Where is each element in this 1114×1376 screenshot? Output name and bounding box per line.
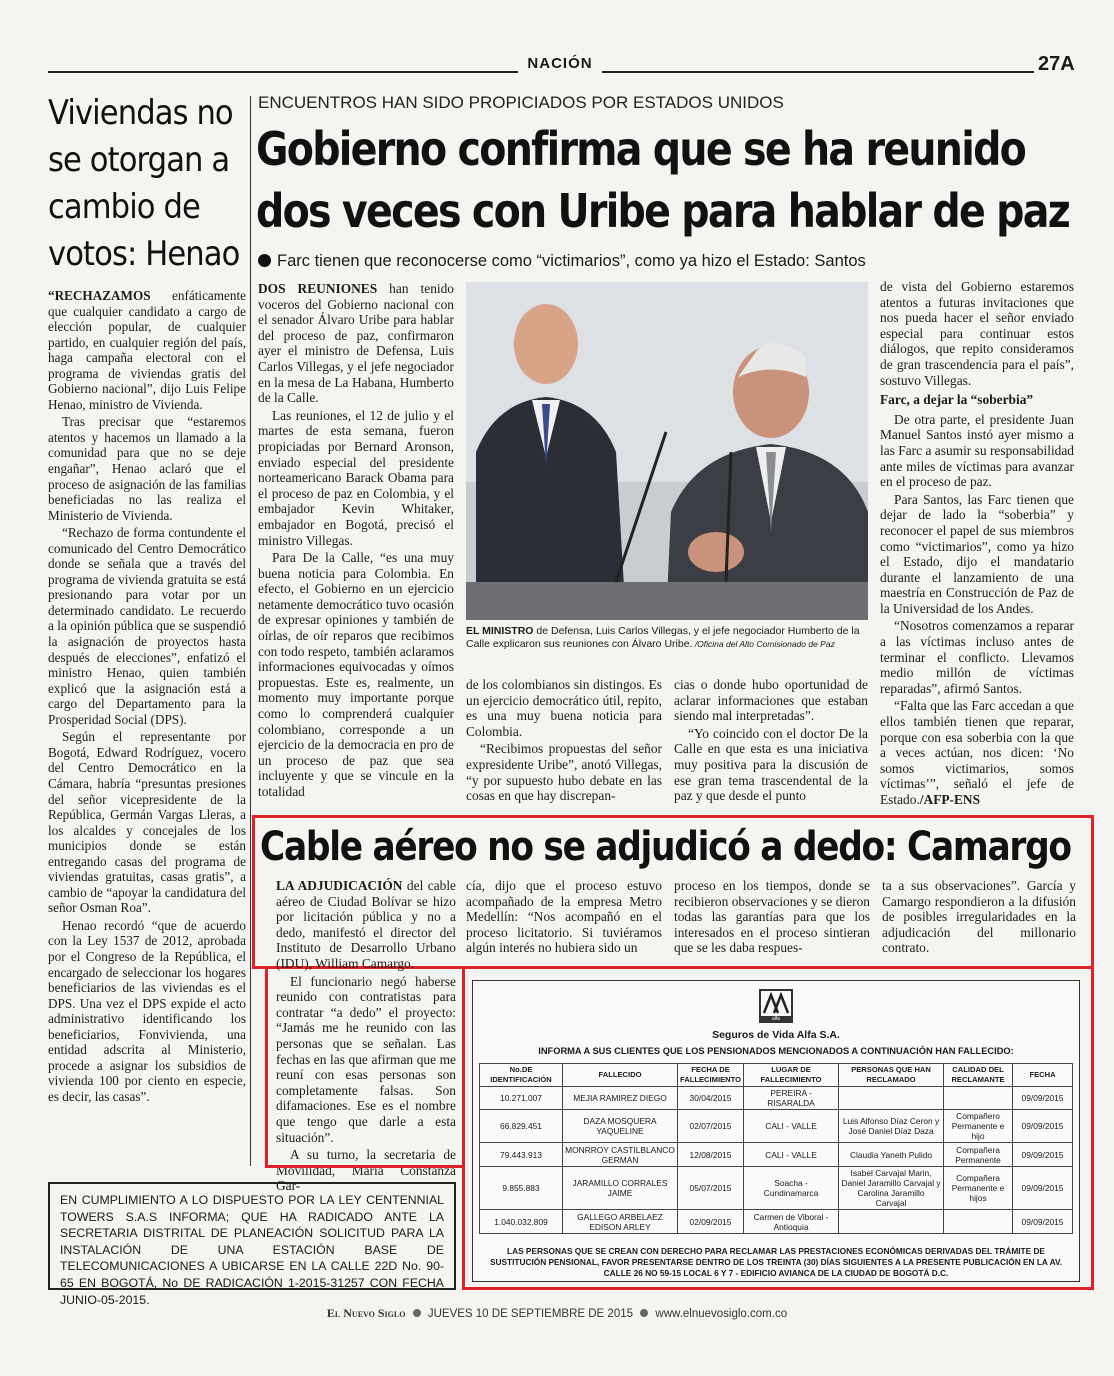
table-cell: 09/09/2015 [1013,1143,1073,1167]
photo-caption-lead: EL MINISTRO [466,625,534,637]
page-footer [0,1306,1114,1321]
footer-url[interactable]: www.elnuevosiglo.com.co [655,1308,788,1320]
column-header: No.DE IDENTIFICACIÓN [480,1064,563,1087]
table-cell: 09/09/2015 [1013,1167,1073,1210]
table-cell: 79.443.913 [480,1143,563,1167]
column-divider [250,96,251,1166]
table-cell [944,1087,1013,1110]
cable-headline: Cable aéreo no se adjudicó a dedo: Camargo [260,824,1071,870]
insurance-company: Seguros de Vida Alfa S.A. [712,1029,840,1041]
left-story [48,90,246,1106]
table-cell: Isabel Carvajal Marin, Daniel Jaramillo Carvajal y Carolina Jaramillo Carvajal [839,1167,944,1210]
main-paragraph: “Falta que las Farc accedan a que ellos también tienen que reparar, porque con esa soberbia con la que a veces actúan, nos dicen: ‘No somos victimarios, somos víctimas’”, señaló el jefe de Estado. [880,698,1074,807]
legal-notice-text: EN CUMPLIMIENTO A LO DISPUESTO POR LA LEY CENTENNIAL TOWERS S.A.S INFORMA; QUE HA RADICADO ANTE LA SECRETARIA DISTRITAL DE PLANEACIÓN SOLICITUD PARA LA INSTALACIÓN DE UNA ESTACIÓN BASE DE TELECOMUNICACIONES A UBICARSE EN LA CALLE 22D No. 90-65 EN BOGOTÁ, No DE RADICACIÓN 1-2015-31257 CON FECHA JUNIO-05-2015. [60,1193,444,1307]
cable-col-2 [466,878,662,958]
cable-paragraph: A su turno, la secretaria de Movilidad, María Constanza Gar- [276,1147,456,1194]
table-cell: JARAMILLO CORRALES JAIME [563,1167,678,1210]
column-header: FECHA [1013,1064,1073,1087]
table-header-row [480,1064,1073,1087]
table-cell: 9.855.883 [480,1167,563,1210]
table-cell: 02/09/2015 [678,1210,744,1234]
table-row [480,1167,1073,1210]
table-row [480,1110,1073,1143]
main-lead: DOS REUNIONES [258,281,378,296]
left-story-paragraph: “Rechazo de forma contundente el comunicado del Centro Democrático donde se señala que a través del programa de vivienda gratuita se está presionando para votar por un determinado candidato. Le recuerdo a la opinión pública que se suspendió la asignación de proyectos hasta después de elecciones”, enfatizó el ministro Henao, quien también explicó que la asignación está a cargo del Departamento para la Prosperidad Social (DPS). [48,525,246,727]
left-story-paragraph: enfáticamente que cualquier candidato a cargo de elección popular, de cualquier partido, en cualquier región del país, haga campaña electoral con el programa de viviendas gratis del Gobierno nacional”, dijo Luis Felipe Henao, ministro de Vivienda. [48,288,246,412]
table-cell: Compañera Permanente e hijos [944,1167,1013,1210]
photo-credit: /Oficina del Alto Comisionado de Paz [692,639,835,649]
table-cell: 09/09/2015 [1013,1087,1073,1110]
table-cell: 10.271.007 [480,1087,563,1110]
left-story-body [48,288,246,1104]
table-cell: CALI - VALLE [744,1110,839,1143]
main-paragraph: Para Santos, las Farc tienen que dejar de lado la “soberbia” y reconocer el papel de sus miembros como “victimarios”, como ya hizo el Estado, dijo el mandatario durante el lanzamiento de una maestría en Construcción de Paz de la Universidad de los Andes. [880,491,1074,616]
column-header: LUGAR DE FALLECIMIENTO [744,1064,839,1087]
table-cell: DAZA MOSQUERA YAQUELINE [563,1110,678,1143]
table-row [480,1143,1073,1167]
photo-illustration [466,282,868,620]
table-cell: Claudia Yaneth Pulido [839,1143,944,1167]
table-cell: 02/07/2015 [678,1110,744,1143]
table-cell: 09/09/2015 [1013,1110,1073,1143]
photo-caption-text: de Defensa, Luis Carlos Villegas, y el jefe negociador Humberto de la Calle explicaron sus reuniones con Álvaro Uribe. [466,625,860,650]
column-header: FALLECIDO [563,1064,678,1087]
table-cell: 05/07/2015 [678,1167,744,1210]
main-paragraph: “Nosotros comenzamos a reparar a las víctimas incluso antes de terminar el conflicto. Llevamos medio millón de víctimas reparadas”, afirmó Santos. [880,618,1074,696]
main-col-2 [466,677,662,806]
main-headline-line1: Gobierno confirma que se ha reunido [256,122,1026,176]
main-subsection-title: Farc, a dejar la “soberbia” [880,392,1034,408]
table-cell: MONRROY CASTILBLANCO GERMAN [563,1143,678,1167]
bullet-icon [258,254,271,267]
cable-paragraph: El funcionario negó haberse reunido con contratistas para contratar “a dedo” el proyecto: “Jamás me he reunido con las personas que se señalan. Las fechas en las que afirman que me reuní con esas personas son completamente falsas. Son difamaciones. Ese es el nombre que tengo que darle a esta situación”. [276,973,456,1145]
table-cell: PEREIRA - RISARALDA [744,1087,839,1110]
footer-masthead: El Nuevo Siglo [326,1306,406,1320]
main-paragraph: “Yo coincido con el doctor De la Calle en que esta es una iniciativa muy positiva para la discusión de ese gran tema trascendental de la paz y que desde el punto [674,725,868,804]
table-cell: 09/09/2015 [1013,1210,1073,1234]
cable-paragraph: ta a sus observaciones”. García y Camargo respondieron a la difusión de posibles irregularidades en la adjudicación del millonario contrato. [882,878,1076,956]
cable-paragraph: cía, dijo que el proceso estuvo acompañado de la empresa Metro Medellín: “Nos acompañó en el proceso licitatorio. Si tuviéramos algún interés no hubiera sido un [466,878,662,956]
footer-dot-icon [413,1309,421,1317]
alfa-logo [759,989,793,1023]
insurance-footer: LAS PERSONAS QUE SE CREAN CON DERECHO PARA RECLAMAR LAS PRESTACIONES ECONÓMICAS DERIVADAS DEL TRÁMITE DE SUSTITUCIÓN PENSIONAL, FAVOR PRESENTARSE DENTRO DE LOS TREINTA (30) DÍAS SIGUIENTES A LA PRESENTE PUBLICACIÓN EN LA AV. CALLE 26 NO 59-15 LOCAL 6 Y 7 - EDIFICIO AVIANCA DE LA CIUDAD DE BOGOTÁ D.C. [489,1246,1063,1278]
cable-paragraph: proceso en los tiempos, donde se recibieron observaciones y se dieron todas las garantías para que los interesados en el proceso sintieran que se les daba respues- [674,878,870,956]
main-paragraph: han tenido voceros del Gobierno nacional con el senador Álvaro Uribe para hablar del proceso de paz, confirmaron ayer el ministro de Defensa, Luis Carlos Villegas, y el jefe negociador en la mesa de La Habana, Humberto de la Calle. [258,281,455,406]
header-rule-right [602,71,1034,73]
insurance-title: INFORMA A SUS CLIENTES QUE LOS PENSIONADOS MENCIONADOS A CONTINUACIÓN HAN FALLECIDO: [538,1046,1014,1056]
table-cell: GALLEGO ARBELAEZ EDISON ARLEY [563,1210,678,1234]
column-header: CALIDAD DEL RECLAMANTE [944,1064,1013,1087]
table-cell: Compañero Permanente e hijo [944,1110,1013,1143]
header-rule-left [48,71,518,73]
insurance-ad [472,980,1080,1282]
news-photo [466,282,868,620]
cable-col-4 [882,878,1076,958]
table-cell [839,1087,944,1110]
table-cell: 12/08/2015 [678,1143,744,1167]
section-label: NACIÓN [527,55,593,72]
table-cell: MEJIA RAMIREZ DIEGO [563,1087,678,1110]
deceased-table [479,1063,1073,1234]
table-cell: Carmen de Viboral - Antioquia [744,1210,839,1234]
table-cell: Soacha - Cundinamarca [744,1167,839,1210]
main-col-1 [258,281,454,802]
table-cell: CALI - VALLE [744,1143,839,1167]
cable-col-highlight-box [265,966,465,1168]
main-paragraph: De otra parte, el presidente Juan Manuel Santos instó ayer mismo a las Farc a asumir su responsabilidad ante miles de víctimas para avanzar en el proceso de paz. [880,411,1074,490]
table-cell: 66.829.451 [480,1110,563,1143]
main-paragraph: cias o donde hubo oportunidad de aclarar informaciones que estaban siendo mal interpretadas”. [674,677,868,724]
left-story-lead: “RECHAZAMOS [48,288,151,303]
table-cell: Luis Alfonso Díaz Ceron y José Daniel Díaz Daza [839,1110,944,1143]
alfa-logo-text: alfa [761,1016,791,1022]
main-subhead [258,252,866,271]
footer-dot-icon [640,1309,648,1317]
column-header: PERSONAS QUE HAN RECLAMADO [839,1064,944,1087]
footer-date: JUEVES 10 DE SEPTIEMBRE DE 2015 [427,1308,634,1320]
main-subhead-text: Farc tienen que reconocerse como “victimarios”, como ya hizo el Estado: Santos [277,252,866,270]
alfa-logo-icon [761,991,791,1017]
cable-paragraph: del cable aéreo de Ciudad Bolívar se hizo por licitación pública y no a dedo, manifestó el director del Instituto de Desarrollo Urbano (IDU), William Camargo. [276,878,456,971]
main-col-3 [674,677,868,806]
column-header: FECHA DE FALLECIMIENTO [678,1064,744,1087]
table-cell: 1.040.032.809 [480,1210,563,1234]
cable-col-3 [674,878,870,958]
main-col-4 [880,279,1074,810]
left-story-paragraph: Tras precisar que “estaremos atentos y hacemos un llamado a la comunidad para que no se deje engañar”, Henao aclaró que el proceso de asignación de las familias beneficiadas no las realiza el Ministerio de Vivienda. [48,414,246,523]
main-paragraph: Para De la Calle, “es una muy buena noticia para Colombia. En efecto, el Gobierno en un ejercicio netamente democrático tuvo ocasión de expresar opiniones y también de oírlas, de oír reparos que recibimos con todo respeto, también aclaramos informaciones equivocadas y oímos propuestas. Este es, realmente, un momento muy importante porque como lo comprenderá cualquier colombiano, corresponde a un ejercicio de la democracia en pro de un proceso de paz que sea incluyente y que se vincule en la totalidad [258,550,454,799]
left-story-headline: Viviendas no se otorgan a cambio de votos: Henao [48,93,240,274]
cable-lead: LA ADJUDICACIÓN [276,878,403,893]
photo-caption [466,625,866,651]
table-cell: Compañera Permanente [944,1143,1013,1167]
legal-notice-box [48,1182,456,1307]
table-cell [944,1210,1013,1234]
main-kicker: ENCUENTROS HAN SIDO PROPICIADOS POR ESTADOS UNIDOS [258,93,784,112]
main-paragraph: de los colombianos sin distingos. Es un ejercicio democrático útil, repito, es una muy buena noticia para Colombia. [466,677,662,739]
table-row [480,1087,1073,1110]
main-paragraph: Las reuniones, el 12 de julio y el martes de esta semana, fueron propiciadas por Bernard Aronson, enviado especial del presidente norteamericano Barack Obama para el proceso de paz en Colombia, y el embajador Kevin Whitaker, embajador en Bogotá, precisó el ministro Villegas. [258,407,454,548]
table-cell: 30/04/2015 [678,1087,744,1110]
main-paragraph: “Recibimos propuestas del señor expresidente Uribe”, anotó Villegas, “y por supuesto hubo debate en las cosas en que hay discrepan- [466,741,662,804]
main-headline-line2: dos veces con Uribe para hablar de paz [256,184,1070,238]
left-story-paragraph: Según el representante por Bogotá, Edward Rodríguez, vocero del Centro Democrático en la Cámara, habría “presuntas presiones del señor vicepresidente de la República, Germán Vargas Lleras, a los alcaldes y concejales de los municipios donde se están entregando casas del programa de viviendas gratuitas, casas gratis”, a cambio de “apoyar la candidatura del señor Osman Roa”. [48,729,246,916]
table-cell [839,1210,944,1234]
table-row [480,1210,1073,1234]
page-number: 27A [1038,53,1075,75]
left-story-paragraph: Henao recordó “que de acuerdo con la Ley 1537 de 2012, aprobada por el Congreso de la República, el encargado de seleccionar los hogares beneficiarios de las viviendas es el DPS. Una vez el DPS expide el acto administrativo identificando los beneficiarios, Fonvivienda, una entidad adscrita al Ministerio, procede a asignar los subsidios de vivienda 100 por ciento en especie, es decir, las casas”. [48,917,246,1104]
main-paragraph: de vista del Gobierno estaremos atentos a futuras invitaciones que nos pueda hacer el señor enviado especial para continuar estos diálogos, que repito consideramos de gran trascendencia para el país”, sostuvo Villegas. [880,279,1074,388]
main-signoff: /AFP-ENS [919,792,981,807]
